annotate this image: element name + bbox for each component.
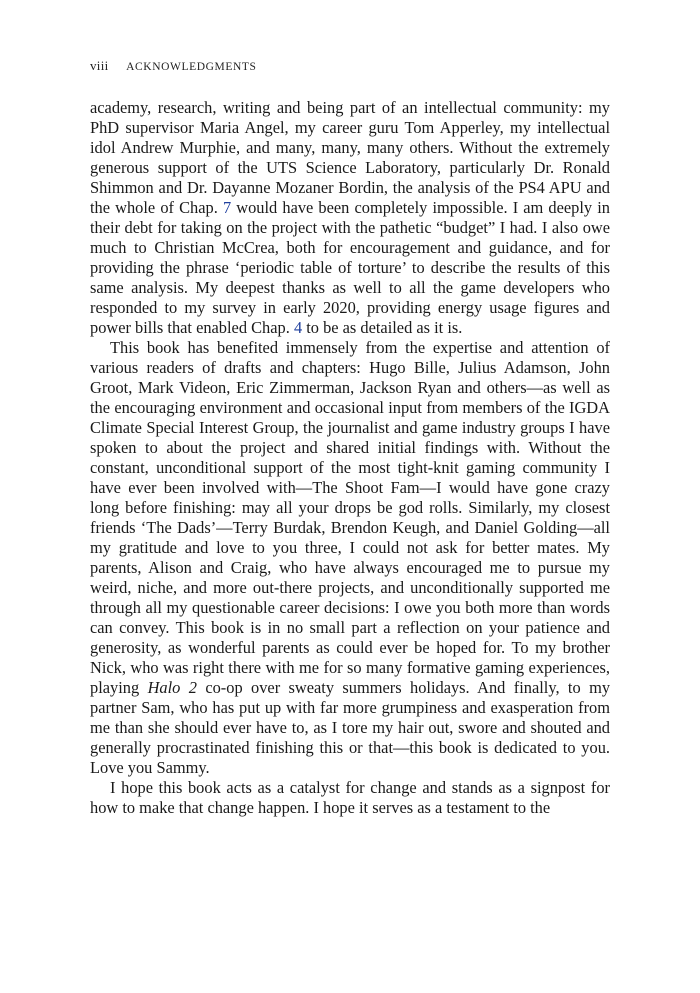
page-number: viii: [90, 58, 109, 73]
text-run: to be as detailed as it is.: [302, 318, 463, 337]
text-run: academy, research, writing and being part of an intellectual community: my PhD supervisor Maria Angel, my career guru Tom Apperley, my intellectual idol Andrew Murphie, and many, many, many others. Without the extremely generous support of the UTS Science Laboratory, particularly Dr. Ronald Shimmon and Dr. Dayanne Mozaner Bordin, the analysis of the PS4 APU and the whole of Chap.: [90, 98, 610, 217]
chapter-link-4[interactable]: 4: [293, 318, 303, 337]
paragraph: [90, 778, 610, 818]
chapter-link-7[interactable]: 7: [222, 198, 232, 217]
body-text: [90, 98, 610, 818]
paragraph: [90, 338, 610, 778]
game-title: Halo 2: [147, 678, 197, 697]
text-run: would have been completely impossible. I am deeply in their debt for taking on the project with the pathetic “budget” I had. I also owe much to Christian McCrea, both for encouragement and guidance, and for providing the phrase ‘periodic table of torture’ to describe the results of this same analysis. My deepest thanks as well to all the game developers who responded to my survey in early 2020, providing energy usage figures and power bills that enabled Chap.: [90, 198, 610, 337]
running-head: [90, 58, 257, 74]
running-title: ACKNOWLEDGMENTS: [126, 61, 257, 73]
text-run: co-op over sweaty summers holidays. And finally, to my partner Sam, who has put up with far more grumpiness and exasperation from me than she should ever have to, as I tore my hair out, swore and shouted and generally procrastinated finishing this or that—this book is dedicated to you. Love you Sammy.: [90, 678, 611, 777]
paragraph-continued: [90, 98, 610, 338]
text-run: I hope this book acts as a catalyst for change and stands as a signpost for how to make that change happen. I hope it serves as a testament to the: [90, 778, 610, 817]
text-run: This book has benefited immensely from the expertise and attention of various readers of drafts and chapters: Hugo Bille, Julius Adamson, John Groot, Mark Videon, Eric Zimmerman, Jackson Ryan and others—as well as the encouraging environment and occasional input from members of the IGDA Climate Special Interest Group, the journalist and game industry groups I have spoken to about the project and shared initial findings with. Without the constant, unconditional support of the most tight-knit gaming community I have ever been involved with—The Shoot Fam—I would have gone crazy long before finishing: may all your drops be god rolls. Similarly, my closest friends ‘The Dads’—Terry Burdak, Brendon Keugh, and Daniel Golding—all my gratitude and love to you three, I could not ask for better mates. My parents, Alison and Craig, who have always encouraged me to pursue my weird, niche, and more out-there projects, and unconditionally supported me through all my questionable career decisions: I owe you both more than words can convey. This book is in no small part a reflection on your patience and generosity, as wonderful parents as could ever be hoped for. To my brother Nick, who was right there with me for so many formative gaming experiences, playing: [90, 338, 610, 697]
